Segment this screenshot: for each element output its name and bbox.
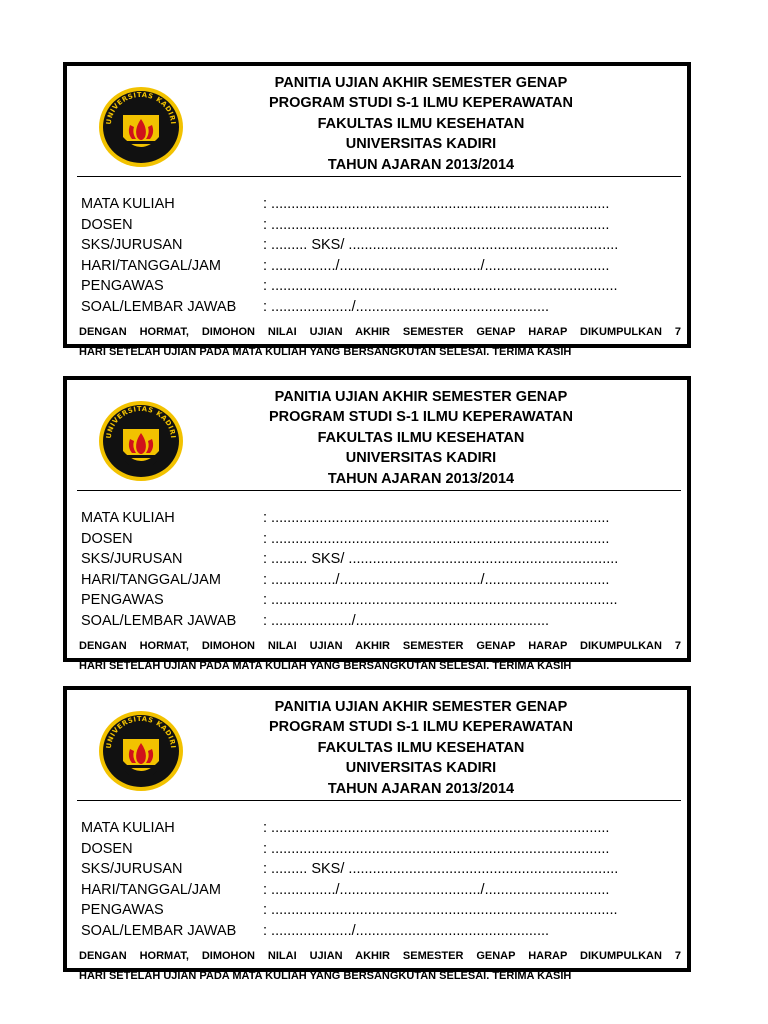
field-blank: : ......... SKS/ ................................................................... [263, 551, 619, 567]
field-blank: : ...................................................................................... [263, 592, 618, 608]
header-committee: PANITIA UJIAN AKHIR SEMESTER GENAP [274, 699, 568, 715]
field-label: SOAL/LEMBAR JAWAB [81, 612, 237, 629]
header-academic-year: TAHUN AJARAN 2013/2014 [327, 780, 515, 797]
header-academic-year: TAHUN AJARAN 2013/2014 [327, 470, 515, 487]
field-blank: : ..................../................................................ [263, 612, 550, 629]
field-row-lecturer [81, 215, 681, 236]
field-row-course [81, 508, 681, 529]
field-blank: : ......... SKS/ ................................................................... [263, 861, 619, 877]
header-divider [77, 490, 681, 491]
header-program: PROGRAM STUDI S-1 ILMU KEPERAWATAN [269, 409, 573, 426]
field-blank: : .................................................................................... [263, 840, 610, 857]
note-line-1: DENGAN HORMAT, DIMOHON NILAI UJIAN AKHIR SEMESTER GENAP HARAP DIKUMPULKAN 7 [79, 640, 681, 652]
header-committee: PANITIA UJIAN AKHIR SEMESTER GENAP [274, 389, 568, 405]
header-divider [77, 800, 681, 801]
field-label: DOSEN [81, 216, 133, 233]
field-label: MATA KULIAH [81, 510, 175, 526]
field-row-question-answer-sheet [81, 921, 681, 942]
field-blank: : ................/.................................../............................... [263, 881, 610, 898]
note-line-2: HARI SETELAH UJIAN PADA MATA KULIAH YANG BERSANGKUTAN SELESAI. TERIMA KASIH [79, 346, 572, 358]
note-line-2: HARI SETELAH UJIAN PADA MATA KULIAH YANG BERSANGKUTAN SELESAI. TERIMA KASIH [79, 660, 572, 672]
field-blank: : ......... SKS/ ................................................................... [263, 237, 619, 253]
svg-text:UNIVERSITAS KADIRI: UNIVERSITAS KADIRI [104, 404, 178, 439]
field-row-proctor [81, 900, 681, 921]
field-row-credits-major [81, 235, 681, 256]
field-blank: : ..................../................................................ [263, 922, 550, 939]
header-university: UNIVERSITAS KADIRI [345, 450, 497, 467]
field-label: SKS/JURUSAN [81, 551, 183, 567]
field-row-question-answer-sheet [81, 297, 681, 318]
header-university: UNIVERSITAS KADIRI [345, 760, 497, 777]
header-faculty: FAKULTAS ILMU KESEHATAN [317, 739, 525, 756]
field-label: PENGAWAS [81, 592, 164, 608]
field-label: SOAL/LEMBAR JAWAB [81, 922, 237, 939]
field-blank: : ................/.................................../............................... [263, 257, 610, 274]
header-university: UNIVERSITAS KADIRI [345, 136, 497, 153]
header-program: PROGRAM STUDI S-1 ILMU KEPERAWATAN [269, 719, 573, 736]
field-row-question-answer-sheet [81, 611, 681, 632]
field-row-credits-major [81, 549, 681, 570]
header-faculty: FAKULTAS ILMU KESEHATAN [317, 429, 525, 446]
form-fields [81, 194, 681, 317]
field-row-day-date-time [81, 570, 681, 591]
submission-note [79, 946, 681, 986]
exam-label-card [63, 686, 691, 982]
header-divider [77, 176, 681, 177]
form-fields [81, 818, 681, 941]
field-blank: : .................................................................................... [263, 530, 610, 547]
field-row-course [81, 194, 681, 215]
field-label: PENGAWAS [81, 278, 164, 294]
field-label: MATA KULIAH [81, 820, 175, 836]
field-row-proctor [81, 276, 681, 297]
field-label: HARI/TANGGAL/JAM [81, 881, 221, 898]
field-label: DOSEN [81, 840, 133, 857]
field-label: SKS/JURUSAN [81, 237, 183, 253]
card-header [187, 73, 655, 175]
note-line-2: HARI SETELAH UJIAN PADA MATA KULIAH YANG BERSANGKUTAN SELESAI. TERIMA KASIH [79, 970, 572, 982]
exam-label-card [63, 376, 691, 672]
field-row-credits-major [81, 859, 681, 880]
note-line-1: DENGAN HORMAT, DIMOHON NILAI UJIAN AKHIR SEMESTER GENAP HARAP DIKUMPULKAN 7 [79, 326, 681, 338]
university-logo-icon [97, 709, 185, 793]
university-logo-icon [97, 399, 185, 483]
field-blank: : ...................................................................................... [263, 902, 618, 918]
svg-text:UNIVERSITAS KADIRI: UNIVERSITAS KADIRI [104, 714, 178, 749]
field-label: SKS/JURUSAN [81, 861, 183, 877]
form-fields [81, 508, 681, 631]
field-row-proctor [81, 590, 681, 611]
field-label: HARI/TANGGAL/JAM [81, 257, 221, 274]
svg-text:UNIVERSITAS KADIRI: UNIVERSITAS KADIRI [104, 90, 178, 125]
field-label: SOAL/LEMBAR JAWAB [81, 298, 237, 315]
field-label: MATA KULIAH [81, 196, 175, 212]
field-blank: : .................................................................................... [263, 196, 610, 212]
submission-note [79, 322, 681, 362]
header-faculty: FAKULTAS ILMU KESEHATAN [317, 115, 525, 132]
field-row-lecturer [81, 839, 681, 860]
field-blank: : .................................................................................... [263, 820, 610, 836]
field-row-day-date-time [81, 880, 681, 901]
card-header [187, 387, 655, 489]
field-row-lecturer [81, 529, 681, 550]
university-logo-icon [97, 85, 185, 169]
field-label: HARI/TANGGAL/JAM [81, 571, 221, 588]
field-label: DOSEN [81, 530, 133, 547]
field-blank: : ...................................................................................... [263, 278, 618, 294]
field-blank: : ................/.................................../............................... [263, 571, 610, 588]
field-blank: : ..................../................................................ [263, 298, 550, 315]
field-blank: : .................................................................................... [263, 510, 610, 526]
header-program: PROGRAM STUDI S-1 ILMU KEPERAWATAN [269, 95, 573, 112]
submission-note [79, 636, 681, 676]
exam-label-card [63, 62, 691, 358]
card-header [187, 697, 655, 799]
header-academic-year: TAHUN AJARAN 2013/2014 [327, 156, 515, 173]
field-blank: : .................................................................................... [263, 216, 610, 233]
field-label: PENGAWAS [81, 902, 164, 918]
field-row-course [81, 818, 681, 839]
note-line-1: DENGAN HORMAT, DIMOHON NILAI UJIAN AKHIR SEMESTER GENAP HARAP DIKUMPULKAN 7 [79, 950, 681, 962]
field-row-day-date-time [81, 256, 681, 277]
header-committee: PANITIA UJIAN AKHIR SEMESTER GENAP [274, 75, 568, 91]
